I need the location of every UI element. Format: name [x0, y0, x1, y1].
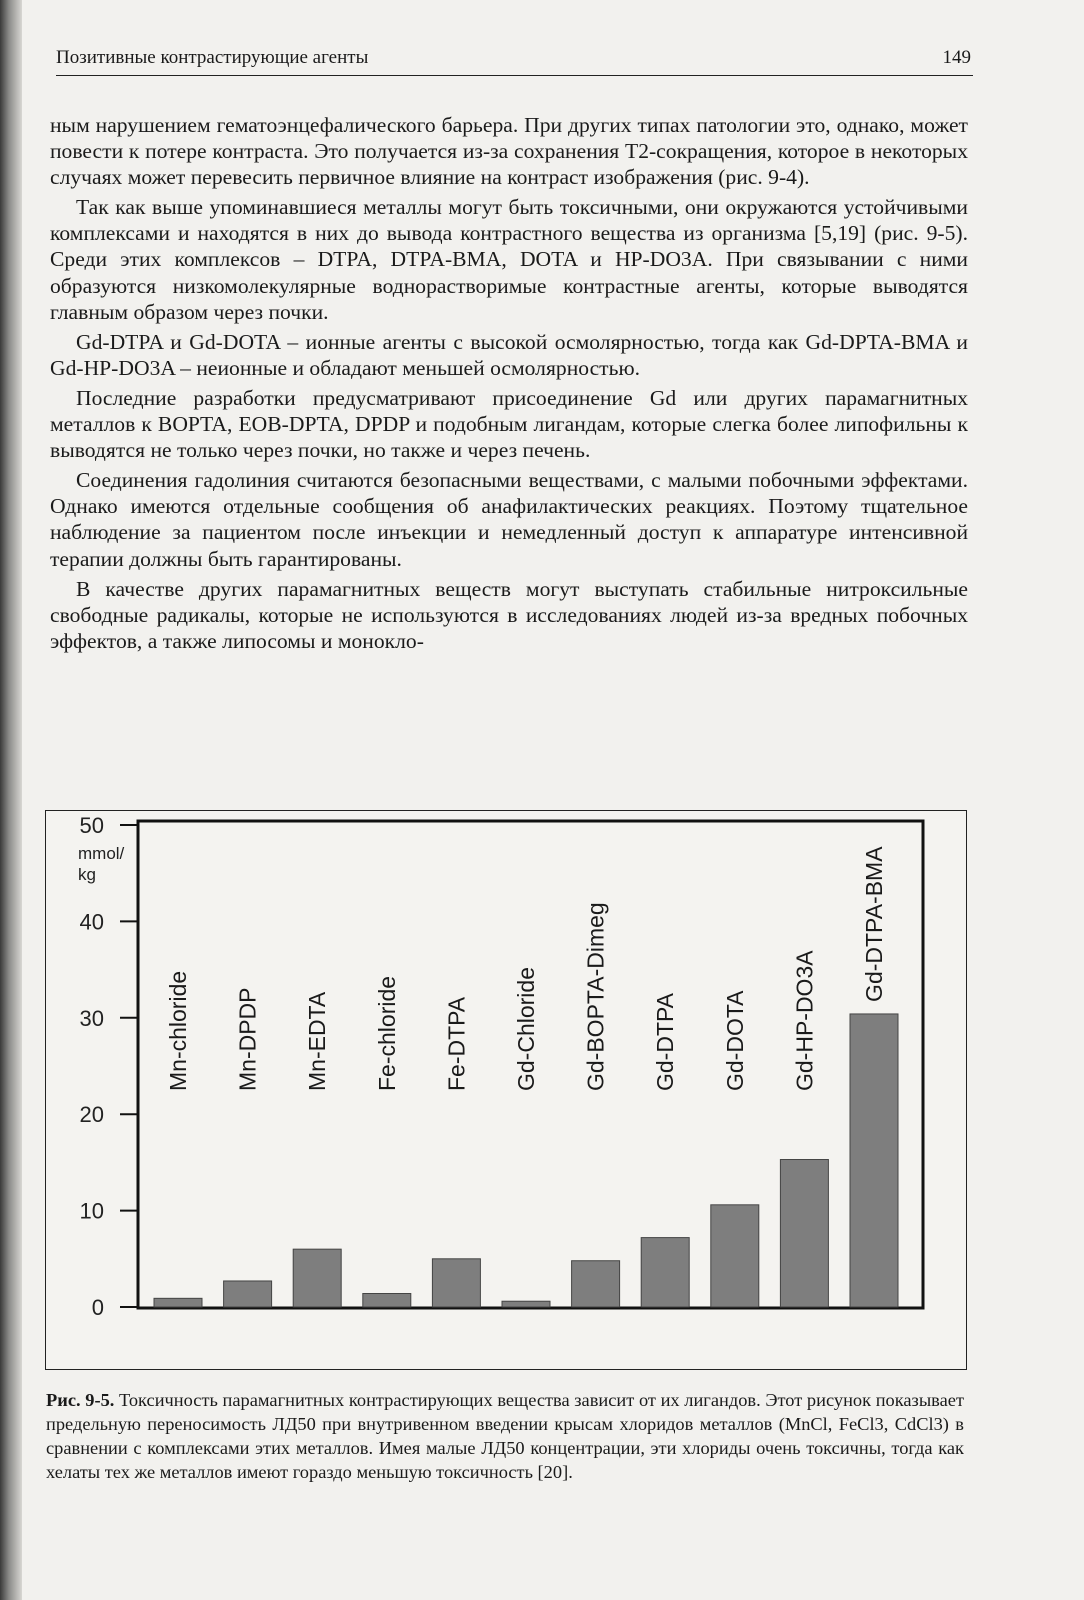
bar-label: Gd-DTPA-BMA — [861, 846, 887, 1002]
bar-label: Gd-DTPA — [652, 993, 679, 1091]
paragraph: Последние разработки предусматривают присоединение Gd или других парамагнитных металлов к BOPTA, EOB-DPTA, DPDP и подобным лигандам, которые слегка более липофильны к выводятся не только через почки, но также и через печень. — [50, 385, 968, 463]
bar-gd-chloride — [502, 1301, 550, 1307]
bar-label: Fe-DTPA — [443, 996, 470, 1091]
bar-gd-hp-do3a — [780, 1160, 828, 1307]
y-tick-label: 0 — [91, 1295, 104, 1320]
bar-gd-dtpa — [641, 1238, 689, 1307]
paragraph: Так как выше упоминавшиеся металлы могут быть токсичными, они окружаются устойчивыми комплексами и находятся в них до вывода контрастного вещества из организма [5,19] (рис. 9-5). Среди этих комплексов – DTPA, DTPA-BMA, DOTA и HP-DO3A. При связывании с ними образуются низкомолекулярные воднорастворимые контрастные агенты, которые выводятся главным образом через почки. — [50, 195, 968, 324]
bar-fe-dtpa — [432, 1259, 480, 1307]
bar-label: Fe-chloride — [373, 975, 400, 1091]
bar-label: Gd-Chloride — [513, 967, 539, 1091]
bar-label: Mn-chloride — [165, 970, 191, 1091]
figure-9-5 — [45, 810, 967, 1370]
toxicity-bar-chart — [46, 811, 968, 1371]
y-axis-label-line2: kg — [78, 865, 96, 884]
paragraph: Gd-DTPA и Gd-DOTA – ионные агенты с высокой осмолярностью, тогда как Gd-DPTA-BMA и Gd-HP-DO3A – неионные и обладают меньшей осмолярностью. — [50, 329, 968, 380]
paragraph: В качестве других парамагнитных веществ могут выступать стабильные нитроксильные свободные радикалы, которые не используются в исследованиях людей из-за вредных побочных эффектов, а также липосомы и моноклo- — [50, 576, 968, 653]
body-text — [50, 112, 968, 658]
caption-label: Рис. 9-5. — [46, 1390, 115, 1410]
bar-label: Gd-HP-DO3A — [791, 950, 818, 1091]
bar-label: Mn-EDTA — [304, 991, 331, 1091]
running-title: Позитивные контрастирующие агенты — [56, 47, 369, 68]
bar-gd-bopta-dimeg — [572, 1261, 620, 1307]
running-head — [56, 46, 973, 76]
y-tick-label: 10 — [79, 1198, 104, 1224]
page-number: 149 — [942, 47, 971, 68]
bar-label: Gd-BOPTA-Dimeg — [582, 902, 609, 1091]
bar-mn-chloride — [154, 1298, 202, 1307]
bar-gd-dtpa-bma — [850, 1014, 898, 1307]
y-tick-label: 40 — [79, 909, 104, 935]
caption-text: Токсичность парамагнитных контрастирующих вещества зависит от их лигандов. Этот рисунок показывает предельную переносимость ЛД50 при внутривенном введении крысам хлоридов металлов (MnCl, FeCl3, CdCl3) в сравнении с комплексами этих металлов. Имея малые ЛД50 концентрации, эти хлориды очень токсичны, тогда как хелаты тех же металлов имеют гораздо меньшую токсичность [20]. — [46, 1390, 964, 1482]
book-spine-shadow — [0, 0, 22, 1600]
bar-mn-dpdp — [224, 1281, 272, 1307]
figure-caption — [46, 1388, 964, 1484]
y-tick-label: 50 — [79, 813, 104, 838]
y-axis-label-line1: mmol/ — [78, 844, 125, 863]
bar-gd-dota — [711, 1205, 759, 1307]
paragraph: ным нарушением гематоэнцефалического барьера. При других типах патологии это, однако, может повести к потере контраста. Это получается из-за сохранения Т2-сокращения, которое в некоторых случаях может перевесить первичное влияние на контраст изображения (рис. 9-4). — [50, 113, 968, 190]
bar-mn-edta — [293, 1249, 341, 1307]
y-tick-label: 30 — [79, 1005, 104, 1031]
y-tick-label: 20 — [79, 1102, 104, 1128]
bar-fe-chloride — [363, 1294, 411, 1307]
paragraph: Соединения гадолиния считаются безопасными веществами, с малыми побочными эффектами. Однако имеются отдельные сообщения об анафилактических реакциях. Поэтому тщательное наблюдение за пациентом после инъекции и немедленный доступ к аппаратуре интенсивной терапии должны быть гарантированы. — [50, 468, 968, 571]
bar-label: Gd-DOTA — [721, 990, 748, 1091]
bar-label: Mn-DPDP — [234, 987, 261, 1091]
